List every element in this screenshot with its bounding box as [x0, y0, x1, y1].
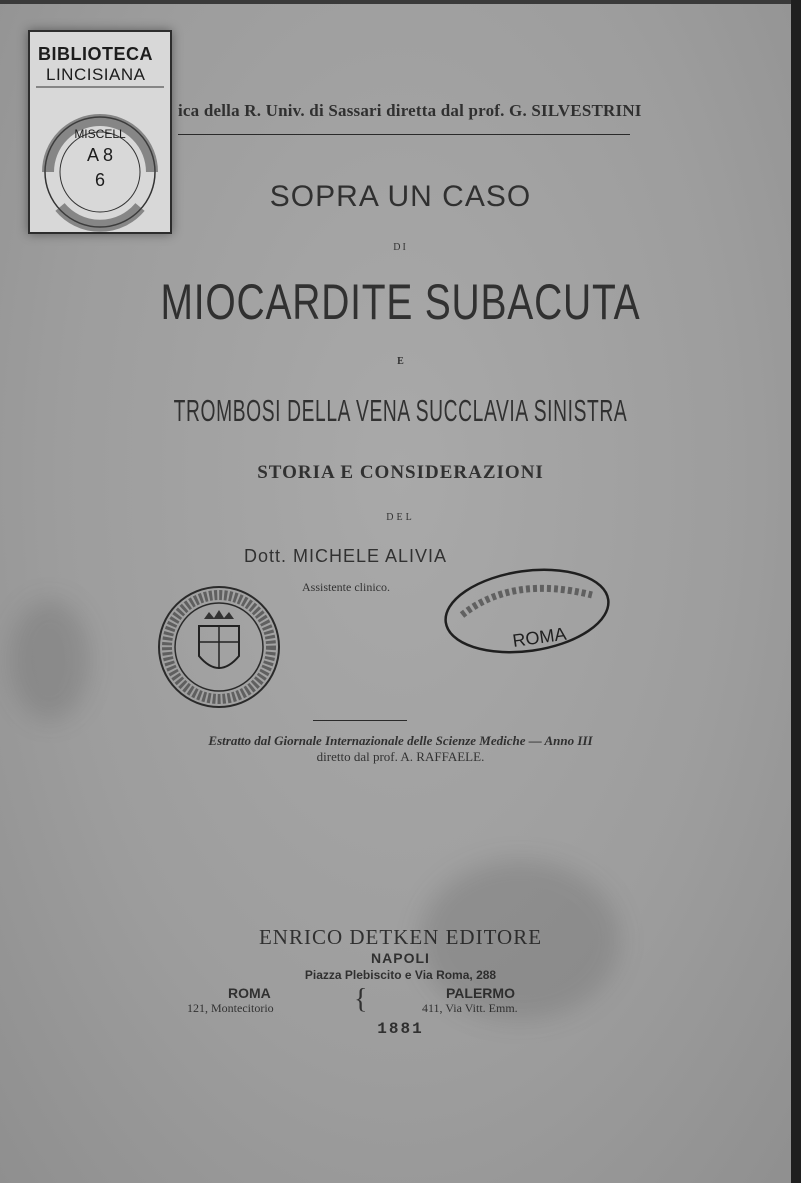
page-top-edge — [0, 0, 801, 4]
main-title: MIOCARDITE SUBACUTA — [160, 274, 641, 330]
source-journal: Estratto dal Giornale Internazionale delle Scienze Mediche — Anno III — [208, 733, 593, 748]
paper-stain — [10, 600, 90, 720]
institution-header: ica della R. Univ. di Sassari diretta dal prof. G. SILVESTRINI — [178, 101, 642, 120]
short-rule — [313, 720, 407, 721]
library-label-line1: BIBLIOTECA — [38, 44, 153, 64]
page-right-edge — [791, 0, 801, 1183]
shelf-mark-line1: MISCELL — [74, 127, 126, 141]
author-role: Assistente clinico. — [302, 580, 390, 594]
publisher-name: ENRICO DETKEN EDITORE — [258, 925, 543, 949]
branch-left-address: 121, Montecitorio — [187, 1001, 274, 1015]
branch-right-city: PALERMO — [446, 985, 515, 1001]
source-editor: diretto dal prof. A. RAFFAELE. — [316, 749, 485, 764]
title-line3: TROMBOSI DELLA VENA SUCCLAVIA SINISTRA — [173, 393, 628, 428]
branch-right-address: 411, Via Vitt. Emm. — [422, 1001, 518, 1015]
title-del: DEL — [386, 512, 415, 523]
library-label-line2: LINCISIANA — [46, 65, 146, 84]
header-rule — [178, 134, 630, 135]
circular-library-seal-icon — [154, 584, 284, 710]
subtitle: STORIA E CONSIDERAZIONI — [257, 462, 544, 483]
publisher-address: Piazza Plebiscito e Via Roma, 288 — [304, 968, 497, 982]
oval-library-stamp-icon — [442, 565, 612, 660]
title-e: E — [397, 356, 404, 367]
branch-left-city: ROMA — [228, 985, 271, 1001]
title-di: DI — [393, 242, 408, 253]
title-line1: SOPRA UN CASO — [269, 180, 532, 213]
author-name: Dott. MICHELE ALIVIA — [244, 546, 448, 566]
oval-stamp-city: ROMA — [511, 623, 568, 651]
publication-year: 1881 — [377, 1020, 424, 1038]
publisher-city: NAPOLI — [371, 950, 430, 966]
shelf-mark-line3: 6 — [94, 170, 105, 190]
shelf-mark-line2: A 8 — [86, 145, 114, 165]
brace-divider: { — [354, 984, 368, 1015]
